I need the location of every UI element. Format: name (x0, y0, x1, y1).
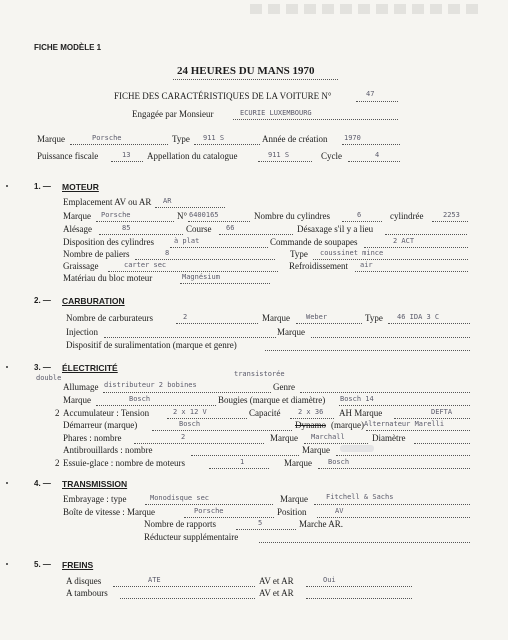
injection-make-label: Marque (277, 327, 305, 337)
fiscal-power-label: Puissance fiscale (37, 151, 99, 161)
page-title: 24 HEURES DU MANS 1970 (177, 65, 315, 77)
headlights-label: Phares : nombre (63, 433, 122, 443)
clutch-value: Monodisque sec (150, 494, 210, 502)
displacement-value: 2253 (443, 211, 460, 219)
block-material-value: Magnésium (182, 273, 220, 281)
type-label: Type (172, 134, 190, 144)
carb-make-value: Weber (306, 313, 328, 321)
transistor-note: transistorée (234, 370, 285, 378)
catalogue-label: Appellation du catalogue (147, 151, 238, 161)
wipers-label: Essuie-glace : nombre de moteurs (63, 458, 185, 468)
dynamo-make-label: (marque) (331, 420, 364, 430)
section-title-transmission: TRANSMISSION (62, 479, 128, 489)
cycle-label: Cycle (321, 151, 342, 161)
carb-make-label: Marque (262, 313, 290, 323)
reverse-label: Marche AR. (299, 519, 343, 529)
cooling-value: air (360, 261, 373, 269)
diameter-label: Diamètre (372, 433, 406, 443)
stroke-label: Course (186, 224, 212, 234)
ignition-label: Allumage (63, 382, 99, 392)
section-title-carburation: CARBURATION (62, 296, 125, 306)
form-model-label: FICHE MODÈLE 1 (34, 43, 102, 52)
bore-value: 85 (122, 224, 131, 232)
stroke-value: 66 (226, 224, 235, 232)
wiper-count: 2 (55, 458, 60, 468)
disc-avar-label: AV et AR (259, 576, 294, 586)
layout-label: Disposition des cylindres (63, 237, 154, 247)
caract-label: FICHE DES CARACTÉRISTIQUES DE LA VOITURE N° (114, 91, 332, 101)
injection-label: Injection (66, 327, 98, 337)
headlights-make-value: Marchall (311, 433, 345, 441)
battery-voltage-label: Accumulateur : Tension (63, 408, 150, 418)
placement-label: Emplacement AV ou AR (63, 197, 152, 207)
headlights-make-label: Marque (270, 433, 298, 443)
engaged-label: Engagée par Monsieur (132, 109, 214, 119)
engine-no-label: N° (177, 211, 188, 221)
section-title-electricite: ÉLECTRICITÉ (62, 363, 118, 373)
battery-make-label: AH Marque (339, 408, 383, 418)
carb-type-value: 46 IDA 3 C (397, 313, 440, 321)
clutch-label: Embrayage : type (63, 494, 127, 504)
headlights-value: 2 (181, 433, 186, 441)
foglights-label: Antibrouillards : nombre (63, 445, 153, 455)
gearbox-make-label: Boîte de vitesse : Marque (63, 507, 155, 517)
drum-avar-label: AV et AR (259, 588, 294, 598)
marque-label: Marque (37, 134, 65, 144)
carb-type-label: Type (365, 313, 383, 323)
cylinders-label: Nombre du cylindres (254, 211, 330, 221)
gears-value: 5 (258, 519, 263, 527)
starter-value: Bosch (179, 420, 201, 428)
fiscal-power-value: 13 (122, 151, 131, 159)
displacement-label: cylindrée (390, 211, 424, 221)
section-title-moteur: MOTEUR (62, 182, 99, 192)
plugs-label: Bougies (marque et diamètre) (218, 395, 326, 405)
disc-avar-value: Oui (323, 576, 336, 584)
engine-make-label: Marque (63, 211, 91, 221)
clutch-make-label: Marque (280, 494, 308, 504)
disc-brakes-value: ATE (148, 576, 161, 584)
engine-make-value: Porsche (101, 211, 131, 219)
plugs-value: Bosch 14 (340, 395, 374, 403)
wipers-value: 1 (240, 458, 245, 466)
type-value: 911 S (203, 134, 225, 142)
bearings-label: Nombre de paliers (63, 249, 130, 259)
cycle-value: 4 (375, 151, 380, 159)
section-number: 4. — (34, 479, 51, 488)
reducer-label: Réducteur supplémentaire (144, 532, 239, 542)
show-through-text (250, 4, 480, 14)
gearbox-position-label: Position (277, 507, 307, 517)
drum-brakes-label: A tambours (66, 588, 108, 598)
double-note: double (36, 374, 62, 382)
section-number: 3. — (34, 363, 51, 372)
block-material-label: Matériau du bloc moteur (63, 273, 153, 283)
valves-value: 2 ACT (393, 237, 415, 245)
offset-label: Désaxage s'il y a lieu (297, 224, 374, 234)
layout-value: à plat (174, 237, 200, 245)
battery-count: 2 (55, 408, 60, 418)
valves-label: Commande de soupapes (270, 237, 358, 247)
battery-make-value: DEFTA (431, 408, 453, 416)
dynamo-label: Dynamo (295, 420, 326, 430)
section-number: 1. — (34, 182, 51, 191)
gears-label: Nombre de rapports (144, 519, 216, 529)
bearing-type-label: Type (290, 249, 308, 259)
gearbox-position-value: AV (335, 507, 344, 515)
car-number-value: 47 (366, 90, 375, 98)
marque-value: Porsche (92, 134, 122, 142)
bearing-type-value: coussinet mince (320, 249, 384, 257)
supercharging-label: Dispositif de suralimentation (marque et genre) (66, 340, 237, 350)
lubrication-value: carter sec (124, 261, 167, 269)
cylinders-value: 6 (357, 211, 362, 219)
cooling-label: Refroidissement (289, 261, 348, 271)
capacity-label: Capacité (249, 408, 281, 418)
disc-brakes-label: A disques (66, 576, 102, 586)
smudge-mark (340, 445, 374, 452)
alternator-value: Alternateur Marelli (364, 420, 445, 428)
section-number: 2. — (34, 296, 51, 305)
year-value: 1970 (344, 134, 361, 142)
section-number: 5. — (34, 560, 51, 569)
bearings-value: 8 (165, 249, 170, 257)
electric-make-value: Bosch (129, 395, 151, 403)
capacity-value: 2 x 36 (298, 408, 324, 416)
entrant-value: ECURIE LUXEMBOURG (240, 109, 312, 117)
catalogue-value: 911 S (268, 151, 290, 159)
starter-label: Démarreur (marque) (63, 420, 138, 430)
battery-voltage-value: 2 x 12 V (173, 408, 207, 416)
lubrication-label: Graissage (63, 261, 99, 271)
wipers-make-label: Marque (284, 458, 312, 468)
section-title-freins: FREINS (62, 560, 94, 570)
ignition-kind-label: Genre (273, 382, 295, 392)
electric-make-label: Marque (63, 395, 91, 405)
ignition-value: distributeur 2 bobines (104, 381, 197, 389)
gearbox-make-value: Porsche (194, 507, 224, 515)
year-label: Année de création (262, 134, 328, 144)
bore-label: Alésage (63, 224, 92, 234)
title-rule (173, 79, 338, 80)
carbs-label: Nombre de carburateurs (66, 313, 153, 323)
clutch-make-value: Fitchell & Sachs (326, 493, 394, 501)
placement-value: AR (163, 197, 172, 205)
foglights-make-label: Marque (302, 445, 330, 455)
carbs-value: 2 (183, 313, 188, 321)
engine-no-value: 6400165 (189, 211, 219, 219)
wipers-make-value: Bosch (328, 458, 350, 466)
